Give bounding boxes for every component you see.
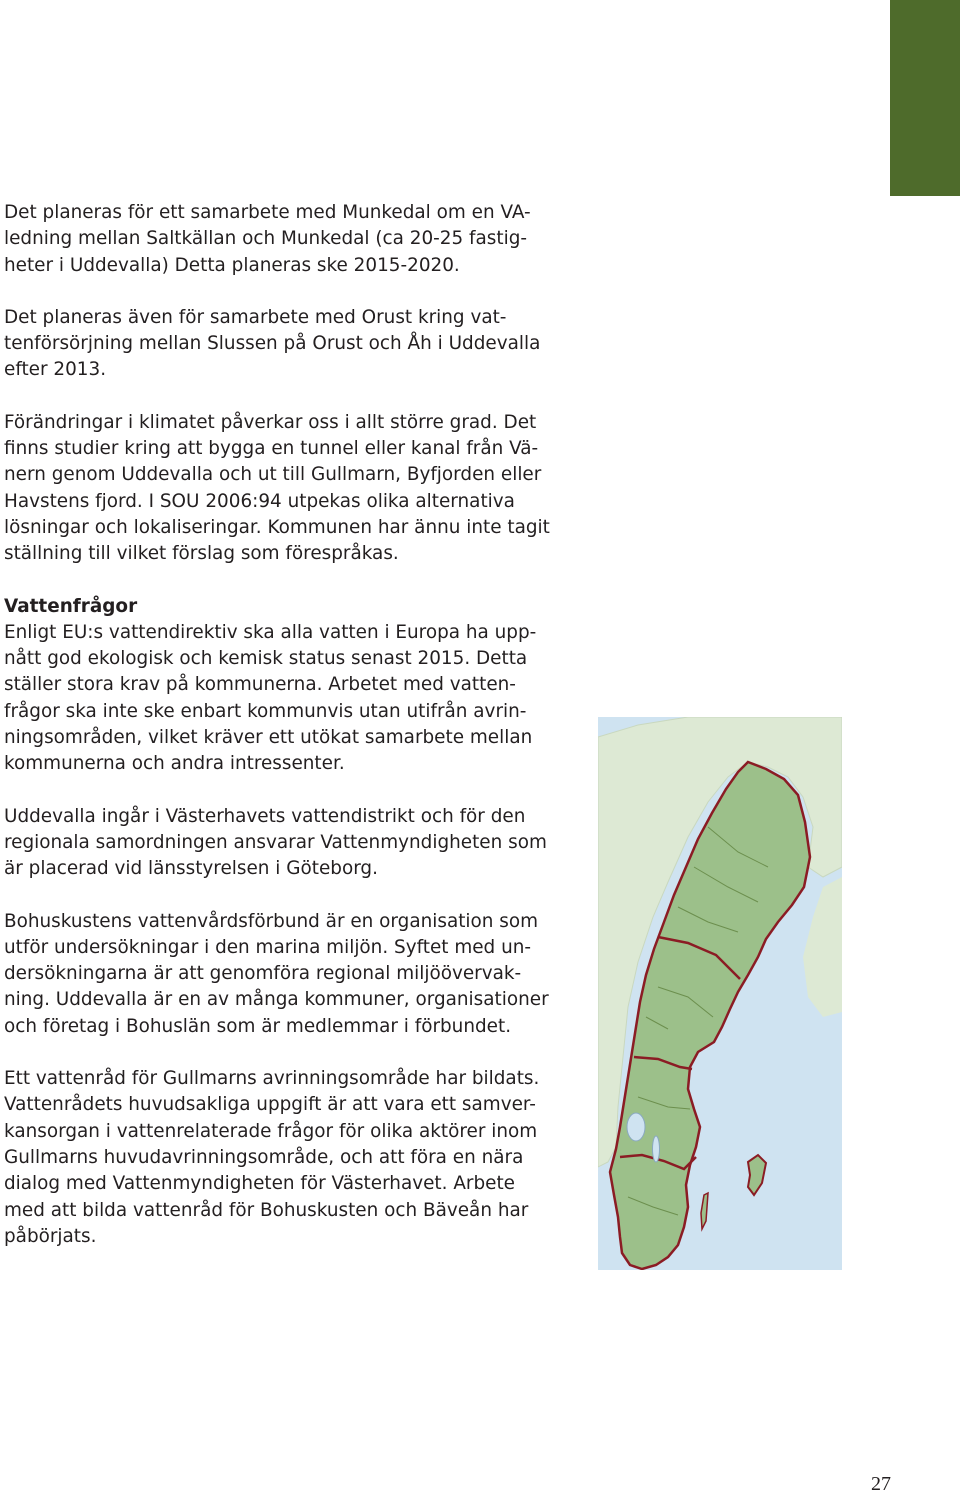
text-line: finns studier kring att bygga en tunnel eller kanal från Vä-	[4, 438, 539, 460]
paragraph-vattenfragor	[4, 594, 584, 778]
text-line: Gullmarns huvudavrinningsområde, och att föra en nära	[4, 1146, 524, 1168]
text-line: påbörjats.	[4, 1225, 97, 1247]
text-line: heter i Uddevalla) Detta planeras ske 2015-2020.	[4, 254, 460, 276]
text-line: ledning mellan Saltkällan och Munkedal (ca 20-25 fastig-	[4, 228, 528, 250]
text-line: kommunerna och andra intressenter.	[4, 753, 345, 775]
section-heading: Vattenfrågor	[4, 595, 138, 617]
text-line: utför undersökningar i den marina miljön. Syftet med un-	[4, 936, 532, 958]
text-line: Vattenrådets huvudsakliga uppgift är att vara ett samver-	[4, 1094, 536, 1116]
body-text	[4, 200, 584, 1250]
text-line: är placerad vid länsstyrelsen i Göteborg.	[4, 858, 378, 880]
text-line: ning. Uddevalla är en av många kommuner, organisationer	[4, 989, 549, 1011]
sweden-water-districts-map	[598, 717, 842, 1270]
text-line: med att bilda vattenråd för Bohuskusten och Bäveån har	[4, 1199, 529, 1221]
lake-vattern	[653, 1136, 660, 1162]
text-line: Havstens fjord. I SOU 2006:94 utpekas olika alternativa	[4, 490, 515, 512]
paragraph-vattendistrikt	[4, 804, 584, 883]
text-line: ningsområden, vilket kräver ett utökat samarbete mellan	[4, 727, 533, 749]
paragraph-bohuskusten	[4, 909, 584, 1040]
paragraph-vattenrad	[4, 1066, 584, 1250]
paragraph-orust	[4, 305, 584, 384]
text-line: Bohuskustens vattenvårdsförbund är en organisation som	[4, 910, 539, 932]
text-line: Det planeras även för samarbete med Orust kring vat-	[4, 306, 507, 328]
text-line: Förändringar i klimatet påverkar oss i allt större grad. Det	[4, 411, 537, 433]
lake-vanern	[627, 1113, 645, 1141]
text-line: Uddevalla ingår i Västerhavets vattendistrikt och för den	[4, 805, 526, 827]
text-line: och företag i Bohuslän som är medlemmar i förbundet.	[4, 1015, 512, 1037]
text-line: dialog med Vattenmyndigheten för Västerhavet. Arbete	[4, 1173, 515, 1195]
text-line: ställer stora krav på kommunerna. Arbetet med vatten-	[4, 674, 516, 696]
text-line: nern genom Uddevalla och ut till Gullmarn, Byfjorden eller	[4, 464, 542, 486]
text-line: dersökningarna är att genomföra regional miljöövervak-	[4, 963, 522, 985]
text-line: ställning till vilket förslag som förespråkas.	[4, 543, 399, 565]
paragraph-va-ledning	[4, 200, 584, 279]
text-line: Enligt EU:s vattendirektiv ska alla vatten i Europa ha upp-	[4, 621, 537, 643]
text-line: regionala samordningen ansvarar Vattenmyndigheten som	[4, 831, 547, 853]
page-number: 27	[871, 1473, 891, 1495]
text-line: Ett vattenråd för Gullmarns avrinningsområde har bildats.	[4, 1068, 540, 1090]
paragraph-klimat	[4, 410, 584, 568]
chapter-color-tab	[890, 0, 960, 196]
text-line: frågor ska inte ske enbart kommunvis utan utifrån avrin-	[4, 700, 527, 722]
text-line: Det planeras för ett samarbete med Munkedal om en VA-	[4, 202, 531, 223]
text-line: tenförsörjning mellan Slussen på Orust och Åh i Uddevalla	[4, 333, 541, 355]
text-line: lösningar och lokaliseringar. Kommunen har ännu inte tagit	[4, 516, 550, 538]
text-line: kansorgan i vattenrelaterade frågor för olika aktörer inom	[4, 1120, 538, 1142]
text-line: efter 2013.	[4, 359, 107, 381]
text-line: nått god ekologisk och kemisk status senast 2015. Detta	[4, 648, 528, 670]
